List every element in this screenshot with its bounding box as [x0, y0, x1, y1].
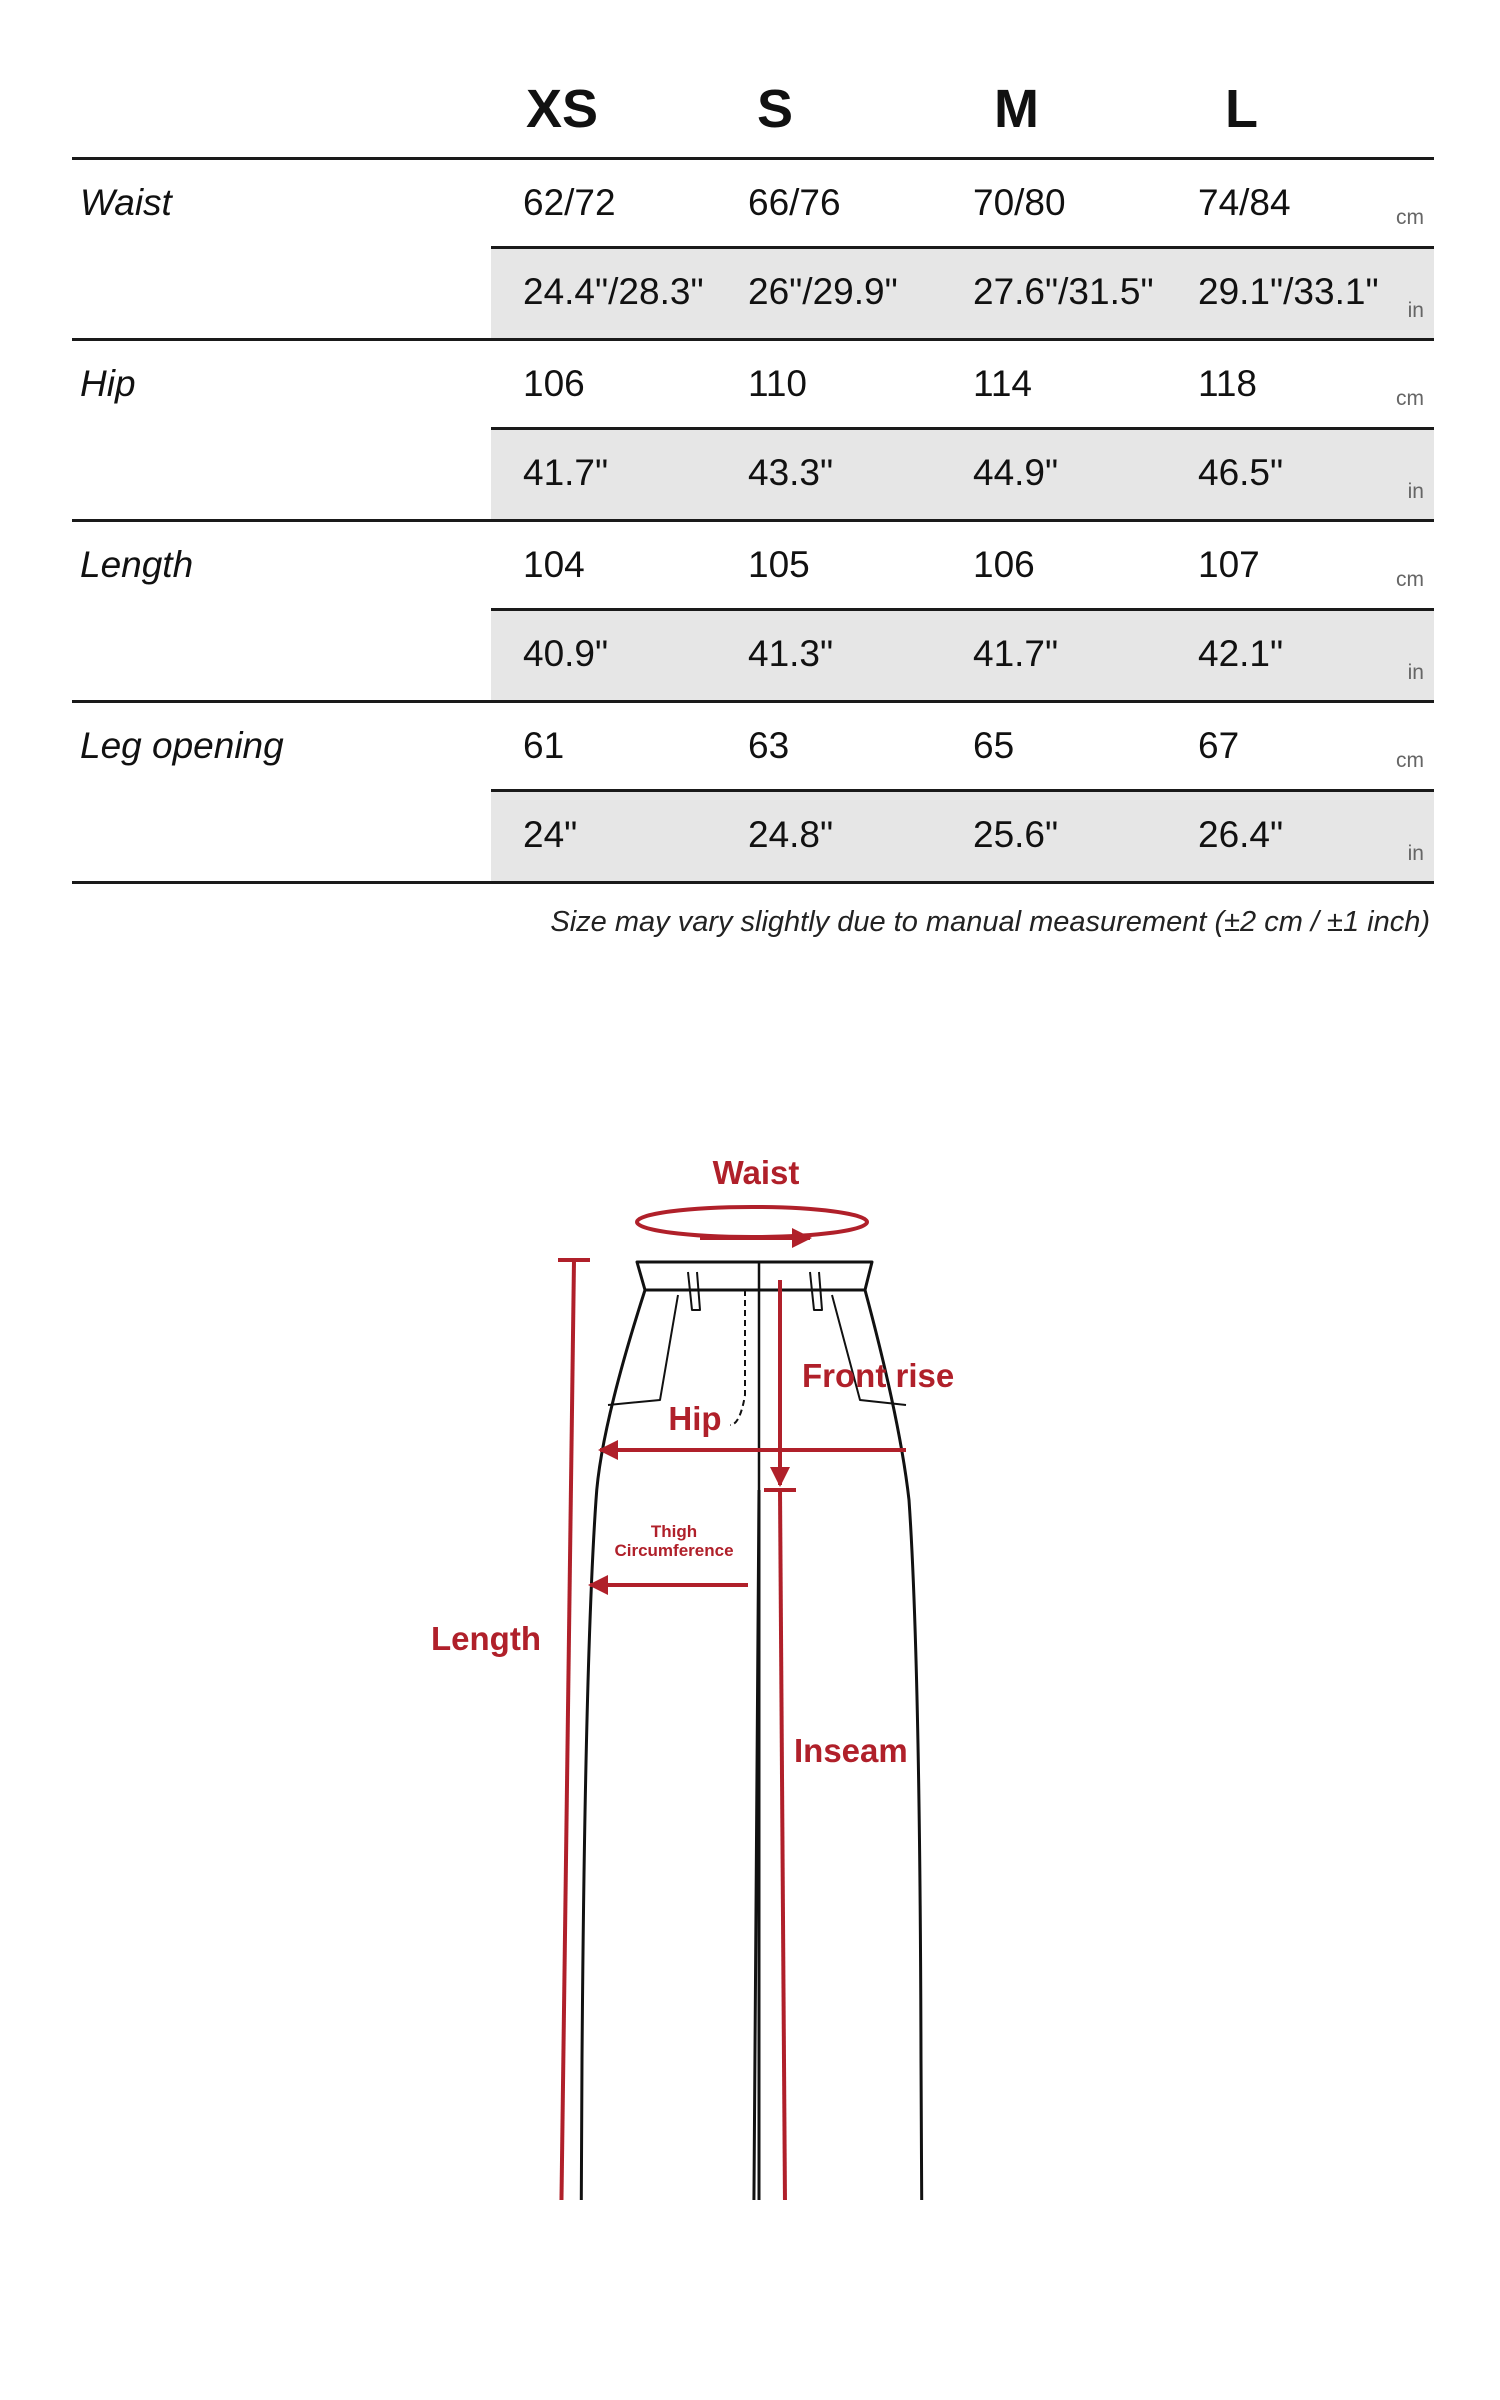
value-cell: 29.1"/33.1": [1198, 271, 1379, 312]
size-header-m: M: [994, 79, 1039, 139]
diagram-label-thigh: Thigh: [650, 1522, 698, 1541]
pants-outline: [577, 1262, 926, 2200]
value-cell: 114: [973, 363, 1032, 404]
cm-row: [491, 522, 1434, 611]
value-cell: 26"/29.9": [748, 271, 898, 312]
value-cell: 110: [748, 363, 807, 404]
value-cell: 118: [1198, 363, 1257, 404]
in-row: [491, 430, 1434, 519]
value-cell: 26.4": [1198, 814, 1284, 855]
value-cell: 43.3": [748, 452, 834, 493]
size-header-row: [72, 60, 1434, 160]
unit-in: in: [1407, 842, 1424, 865]
unit-cm: cm: [1396, 387, 1424, 410]
pants-diagram: [0, 1100, 1500, 2200]
size-header-s: S: [757, 79, 794, 139]
measure-label-hip: Hip: [80, 363, 136, 404]
diagram-label-front-rise: Front rise: [802, 1357, 955, 1394]
value-cell: 65: [973, 725, 1015, 766]
unit-cm: cm: [1396, 749, 1424, 772]
value-cell: 46.5": [1198, 452, 1284, 493]
value-cell: 63: [748, 725, 790, 766]
inseam-arrow: [764, 1490, 796, 2200]
value-cell: 74/84: [1198, 182, 1291, 223]
value-cell: 106: [523, 363, 585, 404]
value-cell: 61: [523, 725, 565, 766]
measure-group-leg-opening: [72, 703, 1434, 884]
value-cell: 107: [1198, 544, 1260, 585]
measure-label-waist: Waist: [80, 182, 172, 223]
value-cell: 66/76: [748, 182, 841, 223]
diagram-label-hip: Hip: [668, 1400, 722, 1437]
diagram-label-waist: Waist: [712, 1154, 800, 1191]
value-cell: 24.4"/28.3": [523, 271, 704, 312]
in-row: [491, 249, 1434, 338]
diagram-label-length: Length: [431, 1620, 541, 1657]
value-cell: 106: [973, 544, 1035, 585]
size-header-xs: XS: [526, 79, 599, 139]
in-row: [491, 611, 1434, 700]
unit-in: in: [1407, 299, 1424, 322]
value-cell: 25.6": [973, 814, 1059, 855]
measure-group-hip: [72, 341, 1434, 522]
measure-label-length: Length: [80, 544, 194, 585]
value-cell: 41.7": [523, 452, 609, 493]
value-cell: 27.6"/31.5": [973, 271, 1154, 312]
cm-row: [491, 703, 1434, 792]
measure-group-waist: [72, 160, 1434, 341]
measurement-note: Size may vary slightly due to manual measurement (±2 cm / ±1 inch): [550, 906, 1430, 938]
cm-row: [491, 160, 1434, 249]
unit-in: in: [1407, 661, 1424, 684]
value-cell: 70/80: [973, 182, 1066, 223]
value-cell: 104: [523, 544, 585, 585]
value-cell: 41.7": [973, 633, 1059, 674]
value-cell: 40.9": [523, 633, 609, 674]
value-cell: 24": [523, 814, 578, 855]
measure-group-length: [72, 522, 1434, 703]
value-cell: 67: [1198, 725, 1240, 766]
value-cell: 44.9": [973, 452, 1059, 493]
cm-row: [491, 341, 1434, 430]
diagram-label-circumference: Circumference: [614, 1541, 734, 1560]
unit-cm: cm: [1396, 206, 1424, 229]
size-header-l: L: [1225, 79, 1258, 139]
in-row: [491, 792, 1434, 881]
diagram-label-inseam: Inseam: [794, 1732, 908, 1769]
unit-cm: cm: [1396, 568, 1424, 591]
size-table: [72, 60, 1434, 884]
value-cell: 41.3": [748, 633, 834, 674]
value-cell: 24.8": [748, 814, 834, 855]
unit-in: in: [1407, 480, 1424, 503]
length-arrow: [550, 1260, 590, 2200]
value-cell: 105: [748, 544, 810, 585]
measure-label-leg-opening: Leg opening: [80, 725, 284, 766]
value-cell: 62/72: [523, 182, 616, 223]
value-cell: 42.1": [1198, 633, 1284, 674]
waist-arrow: [637, 1207, 867, 1238]
